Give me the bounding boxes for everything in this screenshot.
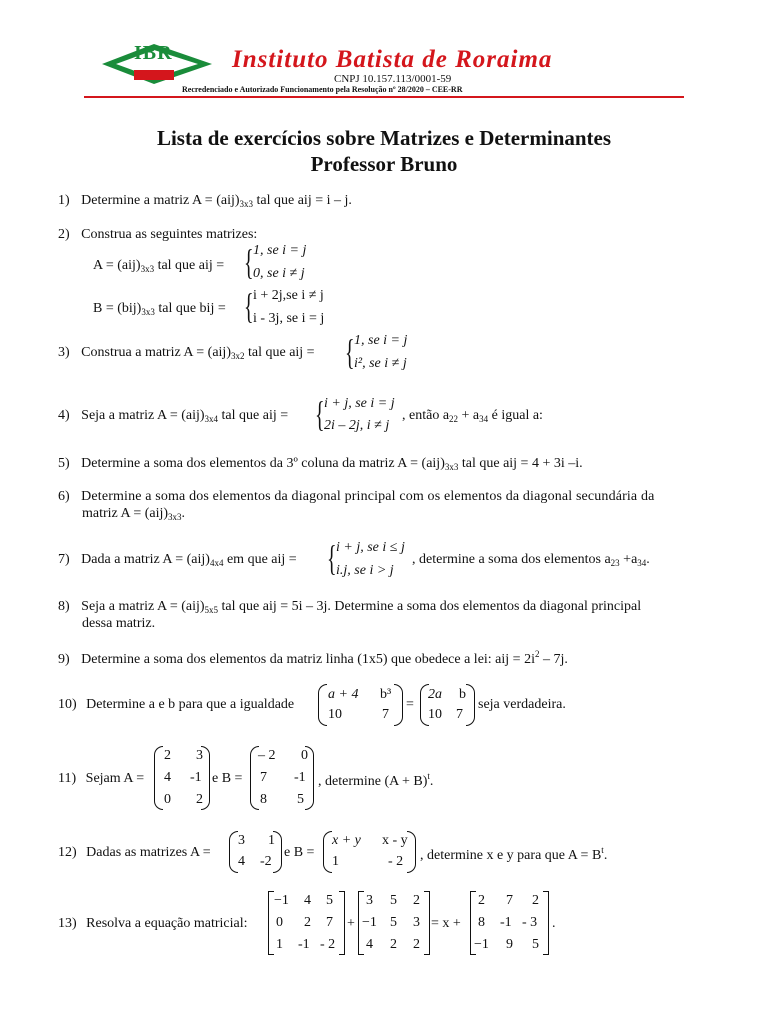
question-text: Determine a soma dos elementos da 3º coluna da matriz A = (aij) xyxy=(81,456,445,471)
matrix-cell: 3 xyxy=(196,748,203,763)
subscript: 34 xyxy=(637,558,647,568)
matrix-cell: 4 xyxy=(238,854,245,869)
matrix-cell: 3 xyxy=(366,893,373,908)
question-number: 1) xyxy=(58,193,70,208)
case-2: 2i – 2j, i ≠ j xyxy=(324,418,390,433)
question-2 xyxy=(58,227,257,243)
matrix-cell: 1 xyxy=(332,854,339,869)
matrix-cell: 2 xyxy=(390,937,397,952)
question-text-tail xyxy=(420,845,607,864)
matrix-cell: 4 xyxy=(366,937,373,952)
question-number: 11) xyxy=(58,771,77,786)
matrix-left-paren xyxy=(154,746,163,810)
matrix-cell: 3 xyxy=(413,915,420,930)
matrix-cell: 3 xyxy=(238,833,245,848)
matrix-cell: 7 xyxy=(326,915,333,930)
question-number: 7) xyxy=(58,552,70,567)
text: matriz A = (aij) xyxy=(82,506,169,521)
matrix-cell: x + y xyxy=(332,833,361,848)
matrix-cell: -1 xyxy=(190,770,202,785)
subscript: 3x3 xyxy=(239,199,254,209)
text: B = (bij) xyxy=(93,301,142,316)
question-text: Determine a soma dos elementos da diagonal principal com os elementos da diagonal secundária da xyxy=(81,489,655,504)
question-text: Construa a matriz A = (aij) xyxy=(81,345,231,360)
question-text: tal que aij = i – j. xyxy=(253,193,352,208)
matrix-cell: −1 xyxy=(474,937,489,952)
question-11 xyxy=(58,771,144,787)
matrix-cell: 2 xyxy=(164,748,171,763)
question-text: tal que aij = xyxy=(218,408,289,423)
question-6-line2 xyxy=(82,506,185,522)
case-1: i + j, se i ≤ j xyxy=(336,540,405,555)
question-7-tail xyxy=(412,552,650,568)
matrix-cell: 5 xyxy=(326,893,333,908)
question-8 xyxy=(58,599,641,615)
question-number: 3) xyxy=(58,345,70,360)
matrix-cell: 0 xyxy=(276,915,283,930)
equals-x-plus: = x + xyxy=(431,916,461,931)
matrix-cell: – 2 xyxy=(258,748,276,763)
page-title: Lista de exercícios sobre Matrizes e Determinantes xyxy=(156,126,612,150)
brace: { xyxy=(345,332,355,372)
question-text: tal que aij = xyxy=(244,345,315,360)
text: . xyxy=(603,848,608,863)
matrix-cell: -1 xyxy=(294,770,306,785)
text: tal que bij = xyxy=(154,301,226,316)
question-3 xyxy=(58,345,315,361)
header-rule xyxy=(84,96,684,98)
question-7 xyxy=(58,552,297,568)
case-1: i + 2j,se i ≠ j xyxy=(253,288,324,303)
question-text: – 7j. xyxy=(539,652,568,667)
matrix-cell: 2a xyxy=(428,687,442,702)
matrix-cell: 2 xyxy=(413,937,420,952)
matrix-b-definition xyxy=(93,301,226,317)
matrix-cell: 4 xyxy=(304,893,311,908)
question-6 xyxy=(58,489,654,505)
text: . xyxy=(646,552,650,567)
text: . xyxy=(181,506,186,521)
subscript: 34 xyxy=(479,414,489,424)
question-text: Seja a matriz A = (aij) xyxy=(81,408,205,423)
logo-text: IBR xyxy=(134,42,173,64)
case-1: 1, se i = j xyxy=(354,333,408,348)
superscript: t xyxy=(427,771,430,781)
question-4-tail xyxy=(402,408,543,424)
case-2: i.j, se i > j xyxy=(336,563,394,578)
question-number: 12) xyxy=(58,845,77,860)
question-number: 6) xyxy=(58,489,70,504)
matrix-cell: −1 xyxy=(274,893,289,908)
question-text: Sejam A = xyxy=(85,771,145,786)
matrix-cell: 8 xyxy=(260,792,267,807)
question-text: e B = xyxy=(212,771,243,786)
subscript: 3x3 xyxy=(444,462,459,472)
matrix-right-paren xyxy=(273,831,282,873)
question-text: Dada a matriz A = (aij) xyxy=(81,552,210,567)
matrix-right-paren xyxy=(201,746,210,810)
question-number: 4) xyxy=(58,408,70,423)
question-number: 10) xyxy=(58,697,77,712)
matrix-cell: -2 xyxy=(260,854,272,869)
brace: { xyxy=(327,538,337,578)
matrix-cell: - 3 xyxy=(522,915,538,930)
matrix-cell: 5 xyxy=(390,893,397,908)
question-number: 13) xyxy=(58,916,77,931)
matrix-cell: x - y xyxy=(382,833,408,848)
question-9 xyxy=(58,649,568,668)
cnpj: CNPJ 10.157.113/0001-59 xyxy=(334,73,452,85)
question-text: em que aij = xyxy=(223,552,297,567)
subscript: 3x3 xyxy=(141,307,155,317)
text: , então a xyxy=(402,408,450,423)
matrix-cell: 2 xyxy=(532,893,539,908)
question-text: Determine a soma dos elementos da matriz linha (1x5) que obedece a lei: aij = 2i xyxy=(81,652,535,667)
matrix-cell: 2 xyxy=(478,893,485,908)
period: . xyxy=(552,916,556,931)
page-subtitle: Professor Bruno xyxy=(310,152,458,176)
case-2: i², se i ≠ j xyxy=(354,356,407,371)
matrix-cell: 4 xyxy=(164,770,171,785)
matrix-right-paren xyxy=(305,746,314,810)
question-1 xyxy=(58,193,352,209)
matrix-cell: 7 xyxy=(382,707,389,722)
subscript: 3x2 xyxy=(230,351,245,361)
matrix-cell: -1 xyxy=(500,915,512,930)
matrix-cell: 10 xyxy=(328,707,342,722)
matrix-right-bracket xyxy=(543,891,549,955)
plus-sign: + xyxy=(347,916,355,931)
question-4 xyxy=(58,408,288,424)
accreditation: Recredenciado e Autorizado Funcionamento pela Resolução nº 28/2020 – CEE-RR xyxy=(182,85,463,94)
subscript: 4x4 xyxy=(209,558,224,568)
matrix-cell: 1 xyxy=(276,937,283,952)
text: , determine a soma dos elementos a xyxy=(412,552,611,567)
question-text: seja verdadeira. xyxy=(478,697,566,712)
matrix-cell: 5 xyxy=(297,792,304,807)
subscript: 5x5 xyxy=(204,605,219,615)
matrix-cell: -1 xyxy=(298,937,310,952)
matrix-cell: b³ xyxy=(380,687,392,702)
matrix-cell: −1 xyxy=(362,915,377,930)
question-number: 8) xyxy=(58,599,70,614)
matrix-cell: a + 4 xyxy=(328,687,359,702)
superscript: 2 xyxy=(534,649,540,659)
superscript: t xyxy=(601,845,604,855)
matrix-right-paren xyxy=(407,831,416,873)
equals-sign: = xyxy=(406,697,414,712)
matrix-cell: 1 xyxy=(268,833,275,848)
matrix-cell: b xyxy=(459,687,466,702)
subscript: 22 xyxy=(449,414,459,424)
question-text: Seja a matriz A = (aij) xyxy=(81,599,205,614)
matrix-right-paren xyxy=(466,684,475,726)
question-text: Determine a matriz A = (aij) xyxy=(81,193,240,208)
text: é igual a: xyxy=(488,408,543,423)
question-text: Resolva a equação matricial: xyxy=(86,916,248,931)
text: + a xyxy=(458,408,480,423)
question-text-tail xyxy=(318,771,433,790)
matrix-right-bracket xyxy=(339,891,345,955)
matrix-left-paren xyxy=(229,831,238,873)
matrix-cell: 7 xyxy=(506,893,513,908)
case-1: i + j, se i = j xyxy=(324,396,395,411)
matrix-left-paren xyxy=(318,684,327,726)
text: tal que aij = xyxy=(154,258,225,273)
text: A = (aij) xyxy=(93,258,141,273)
question-text: Dadas as matrizes A = xyxy=(86,845,211,860)
matrix-cell: 2 xyxy=(304,915,311,930)
text: , determine x e y para que A = B xyxy=(420,848,602,863)
case-2: 0, se i ≠ j xyxy=(253,266,305,281)
matrix-a-definition xyxy=(93,258,224,274)
question-5 xyxy=(58,456,583,472)
matrix-cell: 8 xyxy=(478,915,485,930)
subscript: 3x3 xyxy=(140,264,155,274)
question-text: Construa as seguintes matrizes: xyxy=(81,227,258,242)
matrix-cell: 7 xyxy=(260,770,267,785)
matrix-cell: 2 xyxy=(196,792,203,807)
matrix-cell: - 2 xyxy=(320,937,336,952)
question-text: e B = xyxy=(284,845,315,860)
matrix-cell: 0 xyxy=(164,792,171,807)
matrix-cell: 9 xyxy=(506,937,513,952)
matrix-right-paren xyxy=(394,684,403,726)
question-text: tal que aij = 5i – 3j. Determine a soma dos elementos da diagonal principal xyxy=(218,599,642,614)
matrix-cell: 0 xyxy=(301,748,308,763)
matrix-cell: 7 xyxy=(456,707,463,722)
matrix-right-bracket xyxy=(424,891,430,955)
matrix-cell: 10 xyxy=(428,707,442,722)
question-number: 9) xyxy=(58,652,70,667)
matrix-cell: 5 xyxy=(390,915,397,930)
question-number: 2) xyxy=(58,227,70,242)
question-number: 5) xyxy=(58,456,70,471)
subscript: 3x4 xyxy=(204,414,219,424)
case-1: 1, se i = j xyxy=(253,243,307,258)
question-12 xyxy=(58,845,211,861)
question-text: tal que aij = 4 + 3i –i. xyxy=(458,456,583,471)
question-text: Determine a e b para que a igualdade xyxy=(86,697,295,712)
institution-name: Instituto Batista de Roraima xyxy=(232,46,553,73)
matrix-cell: - 2 xyxy=(388,854,404,869)
question-10 xyxy=(58,697,294,713)
brace: { xyxy=(244,242,254,282)
brace: { xyxy=(244,286,254,326)
matrix-cell: 2 xyxy=(413,893,420,908)
matrix-left-paren xyxy=(323,831,332,873)
subscript: 23 xyxy=(610,558,620,568)
case-2: i - 3j, se i = j xyxy=(253,311,325,326)
matrix-cell: 5 xyxy=(532,937,539,952)
text: +a xyxy=(619,552,638,567)
text: , determine (A + B) xyxy=(318,774,428,789)
brace: { xyxy=(315,394,325,434)
question-13 xyxy=(58,916,248,932)
subscript: 3x3 xyxy=(168,512,182,522)
text: . xyxy=(429,774,434,789)
question-8-line2: dessa matriz. xyxy=(82,616,156,631)
